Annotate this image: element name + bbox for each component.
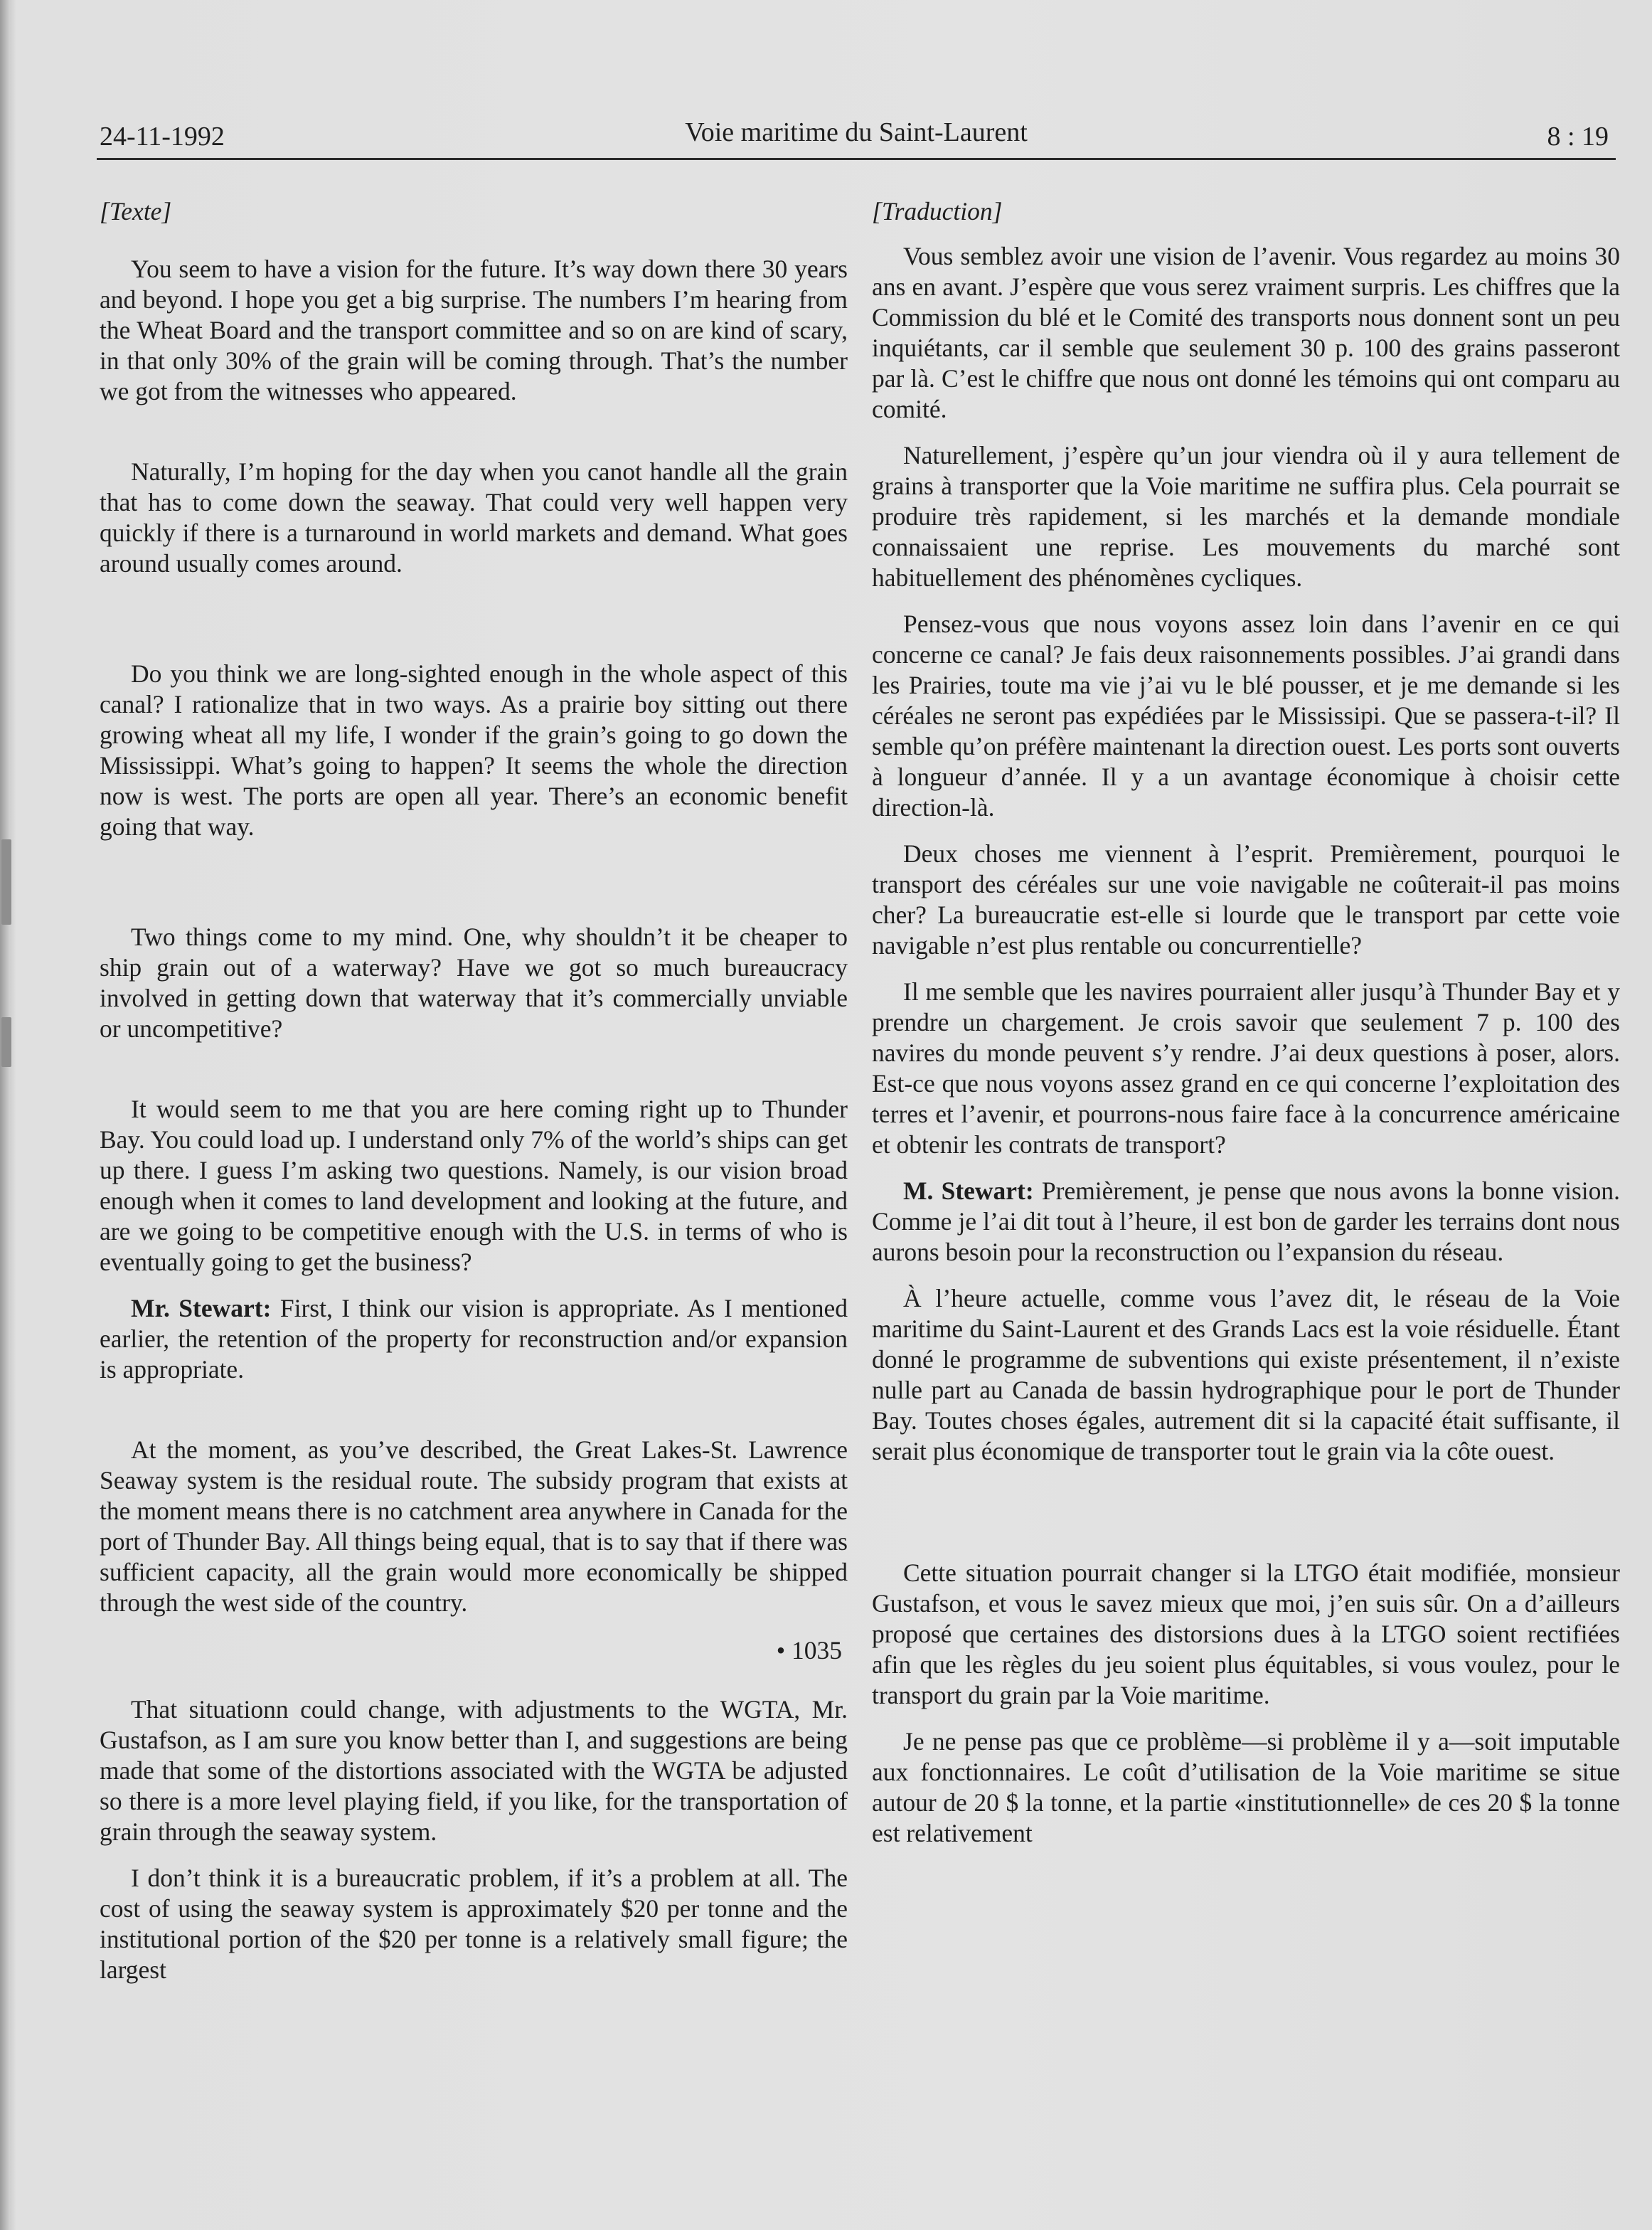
paragraph: I don’t think it is a bureaucratic problem, if it’s a problem at all. The cost of using the seaway system is approximately $20 per tonne and the institutional portion of the $20 per tonne is a relatively small figure; the largest: [100, 1864, 848, 1984]
paragraph: Two things come to my mind. One, why shouldn’t it be cheaper to ship grain out of a waterway? Have we got so much bureaucracy involved in getting down that waterway that it’s commercially unviable or uncompetitive?: [100, 923, 848, 1043]
paragraph: You seem to have a vision for the future. It’s way down there 30 years and beyond. I hope you get a big surprise. The numbers I’m hearing from the Wheat Board and the transport committee and so on are kind of scary, in that only 30% of the grain will be coming through. That’s the number we got from the witnesses who appeared.: [100, 255, 848, 405]
speaker-text: Premièrement, je pense que nous avons la bonne vision. Comme je l’ai dit tout à l’heure, il est bon de garder les terrains dont nous aurons besoin pour la reconstruction ou l’expansion du réseau.: [872, 1177, 1620, 1266]
paragraph: Naturellement, j’espère qu’un jour viendra où il y aura tellement de grains à transporter que la Voie maritime ne suffira plus. Cela pourrait se produire très rapidement, si les marchés et la demande mondiale connaissaient une reprise. Les mouvements du marché sont habituellement des phénomènes cycliques.: [872, 441, 1620, 592]
speaker-name: M. Stewart:: [903, 1177, 1034, 1205]
paragraph: Deux choses me viennent à l’esprit. Premièrement, pourquoi le transport des céréales sur une voie navigable ne coûterait-il pas moins cher? La bureaucratie est-elle si lourde que le transport par cette voie navigable n’est plus rentable ou concurrentielle?: [872, 839, 1620, 960]
speaker-name: Mr. Stewart:: [131, 1294, 272, 1322]
header-title: Voie maritime du Saint-Laurent: [685, 117, 1028, 147]
french-column: [872, 196, 1620, 1849]
paragraph: Naturally, I’m hoping for the day when you canot handle all the grain that has to come down the seaway. That could very well happen very quickly if there is a turnaround in world markets and demand. What goes around usually comes around.: [100, 457, 848, 578]
time-marker: • 1035: [776, 1636, 842, 1664]
section-label: [Texte]: [100, 197, 172, 225]
edge-mark: [1, 1017, 11, 1067]
header-date: 24-11-1992: [100, 122, 225, 152]
paragraph: Vous semblez avoir une vision de l’avenir. Vous regardez au moins 30 ans en avant. J’espère que vous serez vraiment surpris. Les chiffres que la Commission du blé et le Comité des transports nous donnent sont un peu inquiétants, car il semble que seulement 30 p. 100 des grains passeront par là. C’est le chiffre que nous ont donné les témoins qui ont comparu au comité.: [872, 242, 1620, 423]
paragraph: Cette situation pourrait changer si la LTGO était modifiée, monsieur Gustafson, et vous le savez mieux que moi, j’en suis sûr. On a d’ailleurs proposé que certaines des distorsions dues à la LTGO soient rectifiées afin que les règles du jeu soient plus équitables, si vous voulez, pour le transport du grain par la Voie maritime.: [872, 1559, 1620, 1709]
paragraph: It would seem to me that you are here coming right up to Thunder Bay. You could load up. I understand only 7% of the world’s ships can get up there. I guess I’m asking two questions. Namely, is our vision broad enough when it comes to land development and looking at the future, and are we going to be competitive enough with the U.S. in terms of who is eventually going to get the business?: [100, 1095, 848, 1276]
paragraph: Je ne pense pas que ce problème—si problème il y a—soit imputable aux fonctionnaires. Le coût d’utilisation de la Voie maritime se situe autour de 20 $ la tonne, et la partie «institutionnelle» de ces 20 $ la tonne est relativement: [872, 1727, 1620, 1847]
paragraph: Do you think we are long-sighted enough in the whole aspect of this canal? I rationalize that in two ways. As a prairie boy sitting out there growing wheat all my life, I wonder if the grain’s going to go down the Mississippi. What’s going to happen? It seems the whole the direction now is west. The ports are open all year. There’s an economic benefit going that way.: [100, 659, 848, 841]
section-label: [Traduction]: [872, 197, 1003, 225]
paragraph: Pensez-vous que nous voyons assez loin dans l’avenir en ce qui concerne ce canal? Je fais deux raisonnements possibles. J’ai grandi dans les Prairies, toute ma vie j’ai vu le blé pousser, et je me demande si les céréales ne seront pas expédiées par le Mississipi. Que se passera-t-il? Il semble qu’on préfère maintenant la direction ouest. Les ports sont ouverts à longueur d’année. Il y a un avantage économique à choisir cette direction-là.: [872, 610, 1620, 822]
paragraph: At the moment, as you’ve described, the Great Lakes-St. Lawrence Seaway system is the residual route. The subsidy program that exists at the moment means there is no catchment area anywhere in Canada for the port of Thunder Bay. All things being equal, that is to say that if there was sufficient capacity, all the grain would more economically be shipped through the west side of the country.: [100, 1435, 848, 1617]
page-header: [97, 107, 1616, 160]
paragraph: That situationn could change, with adjustments to the WGTA, Mr. Gustafson, as I am sure you know better than I, and suggestions are being made that some of the distortions associated with the WGTA be adjusted so there is a more level playing field, if you like, for the transportation of grain through the seaway system.: [100, 1695, 848, 1846]
paragraph: Il me semble que les navires pourraient aller jusqu’à Thunder Bay et y prendre un chargement. Je crois savoir que seulement 7 p. 100 des navires du monde peuvent s’y rendre. J’ai deux questions à poser, alors. Est-ce que nous voyons assez grand en ce qui concerne l’exploitation des terres et l’avenir, et pourrons-nous faire face à la concurrence américaine et obtenir les contrats de transport?: [872, 977, 1620, 1159]
header-page-number: 8 : 19: [1547, 122, 1609, 152]
speaker-paragraph: [100, 1293, 848, 1385]
paragraph: À l’heure actuelle, comme vous l’avez dit, le réseau de la Voie maritime du Saint-Laurent et des Grands Lacs est la voie résiduelle. Étant donné le programme de subventions qui existe présentement, il n’existe nulle part au Canada de bassin hydrographique pour le port de Thunder Bay. Toutes choses égales, autrement dit si la capacité était suffisante, il serait plus économique de transporter tout le grain via la côte ouest.: [872, 1284, 1620, 1465]
english-column: [100, 196, 848, 1985]
edge-mark: [1, 839, 11, 925]
speaker-paragraph: [872, 1176, 1620, 1268]
speaker-text: First, I think our vision is appropriate. As I mentioned earlier, the retention of the property for reconstruction and/or expansion is appropriate.: [100, 1294, 848, 1384]
binding-shadow: [0, 0, 16, 2230]
